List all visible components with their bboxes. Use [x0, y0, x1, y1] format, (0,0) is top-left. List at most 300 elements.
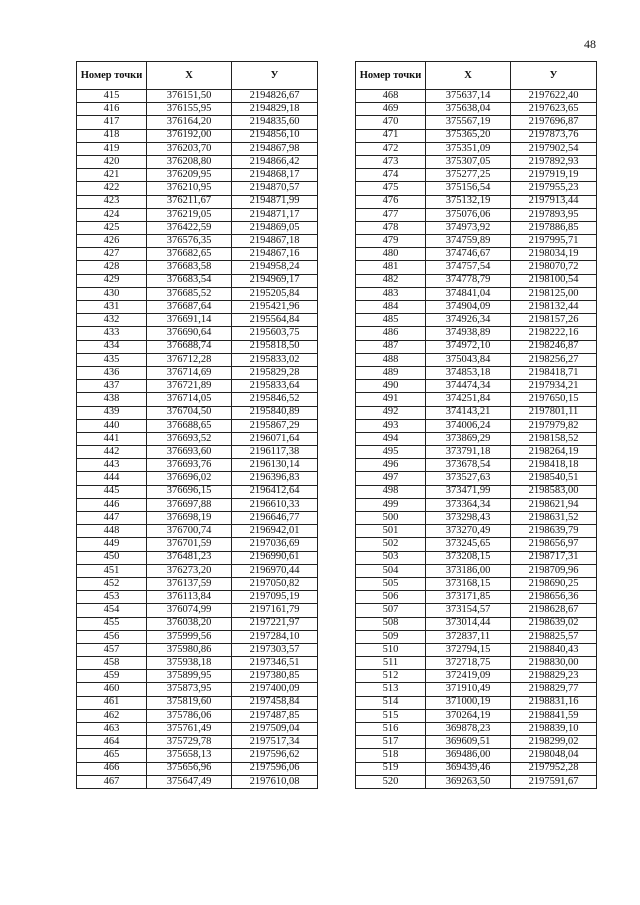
table-row [77, 287, 318, 300]
table-row [356, 604, 597, 617]
point-number-cell: 502 [356, 538, 426, 551]
point-number-header: Номер точки [356, 62, 426, 90]
table-row [356, 419, 597, 432]
y-cell: 2194826,67 [232, 90, 318, 103]
y-cell: 2194871,17 [232, 208, 318, 221]
x-cell: 376137,59 [147, 577, 232, 590]
point-number-cell: 428 [77, 261, 147, 274]
table-row [356, 749, 597, 762]
y-cell: 2198631,52 [511, 512, 597, 525]
y-cell: 2198100,54 [511, 274, 597, 287]
y-cell: 2194867,16 [232, 248, 318, 261]
y-header: У [511, 62, 597, 90]
point-number-cell: 514 [356, 696, 426, 709]
table-row [77, 393, 318, 406]
y-cell: 2197934,21 [511, 380, 597, 393]
point-number-cell: 433 [77, 327, 147, 340]
y-cell: 2197517,34 [232, 736, 318, 749]
point-number-cell: 496 [356, 459, 426, 472]
table-row [356, 287, 597, 300]
point-number-cell: 459 [77, 670, 147, 683]
table-row [356, 142, 597, 155]
y-cell: 2198540,51 [511, 472, 597, 485]
point-number-cell: 446 [77, 498, 147, 511]
point-number-cell: 470 [356, 116, 426, 129]
x-cell: 376688,74 [147, 340, 232, 353]
y-cell: 2197995,71 [511, 235, 597, 248]
table-row [77, 498, 318, 511]
point-number-cell: 504 [356, 564, 426, 577]
y-cell: 2198418,18 [511, 459, 597, 472]
y-cell: 2197095,19 [232, 591, 318, 604]
y-cell: 2195564,84 [232, 314, 318, 327]
point-number-cell: 445 [77, 485, 147, 498]
x-cell: 375761,49 [147, 723, 232, 736]
y-cell: 2198639,79 [511, 525, 597, 538]
point-number-cell: 484 [356, 301, 426, 314]
y-cell: 2198264,19 [511, 446, 597, 459]
table-row [77, 485, 318, 498]
x-cell: 375156,54 [426, 182, 511, 195]
point-number-cell: 415 [77, 90, 147, 103]
table-row [77, 261, 318, 274]
x-cell: 374757,54 [426, 261, 511, 274]
point-number-cell: 476 [356, 195, 426, 208]
x-cell: 375873,95 [147, 683, 232, 696]
x-cell: 373527,63 [426, 472, 511, 485]
point-number-cell: 468 [356, 90, 426, 103]
table-row [356, 235, 597, 248]
x-cell: 374841,04 [426, 287, 511, 300]
y-cell: 2196942,01 [232, 525, 318, 538]
y-cell: 2196396,83 [232, 472, 318, 485]
point-number-cell: 453 [77, 591, 147, 604]
y-cell: 2198256,27 [511, 353, 597, 366]
point-number-cell: 483 [356, 287, 426, 300]
y-cell: 2198709,96 [511, 564, 597, 577]
table-row [77, 419, 318, 432]
table-row [356, 248, 597, 261]
y-cell: 2197873,76 [511, 129, 597, 142]
y-cell: 2197610,08 [232, 775, 318, 788]
y-cell: 2194870,57 [232, 182, 318, 195]
y-cell: 2195840,89 [232, 406, 318, 419]
point-number-cell: 456 [77, 630, 147, 643]
y-cell: 2198048,04 [511, 749, 597, 762]
coordinates-table-right [355, 61, 597, 789]
table-row [356, 617, 597, 630]
y-cell: 2197801,11 [511, 406, 597, 419]
table-row [77, 235, 318, 248]
point-number-cell: 519 [356, 762, 426, 775]
y-cell: 2195603,75 [232, 327, 318, 340]
table-row [77, 221, 318, 234]
point-number-cell: 479 [356, 235, 426, 248]
table-row [356, 103, 597, 116]
y-cell: 2194866,42 [232, 155, 318, 168]
x-cell: 374474,34 [426, 380, 511, 393]
x-cell: 375351,09 [426, 142, 511, 155]
point-number-cell: 516 [356, 723, 426, 736]
point-number-cell: 490 [356, 380, 426, 393]
y-cell: 2195818,50 [232, 340, 318, 353]
y-cell: 2198628,67 [511, 604, 597, 617]
y-cell: 2194867,18 [232, 235, 318, 248]
table-row [356, 129, 597, 142]
x-cell: 375938,18 [147, 657, 232, 670]
table-row [77, 380, 318, 393]
point-number-cell: 438 [77, 393, 147, 406]
table-row [356, 591, 597, 604]
x-cell: 376690,64 [147, 327, 232, 340]
x-cell: 372794,15 [426, 643, 511, 656]
table-row [77, 182, 318, 195]
table-row [356, 221, 597, 234]
x-cell: 374972,10 [426, 340, 511, 353]
x-cell: 376208,80 [147, 155, 232, 168]
x-cell: 376038,20 [147, 617, 232, 630]
y-cell: 2198830,00 [511, 657, 597, 670]
table-row [77, 274, 318, 287]
point-number-cell: 487 [356, 340, 426, 353]
point-number-cell: 512 [356, 670, 426, 683]
y-cell: 2197509,04 [232, 723, 318, 736]
x-header: X [147, 62, 232, 90]
point-number-cell: 465 [77, 749, 147, 762]
point-number-cell: 451 [77, 564, 147, 577]
point-number-cell: 503 [356, 551, 426, 564]
point-number-cell: 510 [356, 643, 426, 656]
table-row [77, 630, 318, 643]
x-cell: 376698,19 [147, 512, 232, 525]
point-number-cell: 426 [77, 235, 147, 248]
x-cell: 376422,59 [147, 221, 232, 234]
table-row [356, 353, 597, 366]
y-cell: 2197050,82 [232, 577, 318, 590]
y-cell: 2197303,57 [232, 643, 318, 656]
y-cell: 2195205,84 [232, 287, 318, 300]
point-number-cell: 431 [77, 301, 147, 314]
y-cell: 2195829,28 [232, 366, 318, 379]
point-number-cell: 511 [356, 657, 426, 670]
x-cell: 374778,79 [426, 274, 511, 287]
point-number-cell: 424 [77, 208, 147, 221]
y-cell: 2198246,87 [511, 340, 597, 353]
table-row [77, 129, 318, 142]
y-cell: 2194958,24 [232, 261, 318, 274]
table-row [77, 90, 318, 103]
point-number-cell: 455 [77, 617, 147, 630]
x-cell: 375365,20 [426, 129, 511, 142]
y-cell: 2196646,77 [232, 512, 318, 525]
table-row [77, 564, 318, 577]
x-cell: 374926,34 [426, 314, 511, 327]
x-cell: 375786,06 [147, 709, 232, 722]
y-cell: 2197919,19 [511, 169, 597, 182]
x-cell: 375819,60 [147, 696, 232, 709]
x-cell: 373245,65 [426, 538, 511, 551]
table-row [356, 261, 597, 274]
x-cell: 374938,89 [426, 327, 511, 340]
table-row [77, 432, 318, 445]
y-cell: 2197221,97 [232, 617, 318, 630]
table-header-row [77, 62, 318, 90]
point-number-cell: 507 [356, 604, 426, 617]
x-cell: 369263,50 [426, 775, 511, 788]
x-cell: 375658,13 [147, 749, 232, 762]
x-cell: 375980,86 [147, 643, 232, 656]
x-cell: 376700,74 [147, 525, 232, 538]
table-row [356, 406, 597, 419]
x-cell: 376211,67 [147, 195, 232, 208]
x-cell: 376696,15 [147, 485, 232, 498]
y-cell: 2197596,62 [232, 749, 318, 762]
point-number-cell: 449 [77, 538, 147, 551]
x-cell: 376696,02 [147, 472, 232, 485]
y-cell: 2198825,57 [511, 630, 597, 643]
point-number-cell: 494 [356, 432, 426, 445]
table-row [77, 208, 318, 221]
point-number-cell: 505 [356, 577, 426, 590]
x-cell: 369439,46 [426, 762, 511, 775]
x-cell: 376704,50 [147, 406, 232, 419]
table-row [77, 657, 318, 670]
point-number-cell: 509 [356, 630, 426, 643]
table-row [77, 142, 318, 155]
table-row [356, 182, 597, 195]
table-row [77, 169, 318, 182]
table-row [356, 340, 597, 353]
table-row [77, 683, 318, 696]
table-row [77, 749, 318, 762]
point-number-cell: 458 [77, 657, 147, 670]
y-cell: 2198839,10 [511, 723, 597, 736]
point-number-cell: 460 [77, 683, 147, 696]
left-table-body [77, 90, 318, 789]
x-cell: 376693,60 [147, 446, 232, 459]
x-cell: 373791,18 [426, 446, 511, 459]
point-number-cell: 420 [77, 155, 147, 168]
x-cell: 375638,04 [426, 103, 511, 116]
x-cell: 376683,58 [147, 261, 232, 274]
x-cell: 373154,57 [426, 604, 511, 617]
right-table-body [356, 90, 597, 789]
table-row [77, 551, 318, 564]
table-row [356, 393, 597, 406]
table-row [77, 340, 318, 353]
point-number-cell: 457 [77, 643, 147, 656]
point-number-cell: 506 [356, 591, 426, 604]
y-cell: 2194871,99 [232, 195, 318, 208]
point-number-cell: 478 [356, 221, 426, 234]
x-cell: 373186,00 [426, 564, 511, 577]
x-cell: 369486,00 [426, 749, 511, 762]
y-cell: 2196412,64 [232, 485, 318, 498]
table-row [77, 538, 318, 551]
x-cell: 376693,52 [147, 432, 232, 445]
point-number-cell: 430 [77, 287, 147, 300]
x-cell: 376691,14 [147, 314, 232, 327]
y-cell: 2196610,33 [232, 498, 318, 511]
table-row [356, 775, 597, 788]
y-cell: 2198222,16 [511, 327, 597, 340]
x-cell: 371000,19 [426, 696, 511, 709]
point-number-cell: 440 [77, 419, 147, 432]
point-number-cell: 432 [77, 314, 147, 327]
y-cell: 2194869,05 [232, 221, 318, 234]
point-number-cell: 452 [77, 577, 147, 590]
x-cell: 372419,09 [426, 670, 511, 683]
point-number-cell: 480 [356, 248, 426, 261]
point-number-cell: 489 [356, 366, 426, 379]
table-row [356, 696, 597, 709]
point-number-cell: 474 [356, 169, 426, 182]
y-cell: 2198656,97 [511, 538, 597, 551]
y-cell: 2197886,85 [511, 221, 597, 234]
y-cell: 2198841,59 [511, 709, 597, 722]
x-cell: 373014,44 [426, 617, 511, 630]
table-row [356, 301, 597, 314]
y-cell: 2198299,02 [511, 736, 597, 749]
table-row [356, 538, 597, 551]
y-cell: 2198831,16 [511, 696, 597, 709]
table-row [356, 709, 597, 722]
point-number-cell: 469 [356, 103, 426, 116]
x-cell: 375307,05 [426, 155, 511, 168]
y-cell: 2197952,28 [511, 762, 597, 775]
y-cell: 2198583,00 [511, 485, 597, 498]
y-cell: 2197596,06 [232, 762, 318, 775]
y-cell: 2198621,94 [511, 498, 597, 511]
point-number-cell: 491 [356, 393, 426, 406]
y-cell: 2197913,44 [511, 195, 597, 208]
table-row [77, 604, 318, 617]
x-cell: 373270,49 [426, 525, 511, 538]
y-cell: 2198125,00 [511, 287, 597, 300]
point-number-cell: 471 [356, 129, 426, 142]
point-number-cell: 517 [356, 736, 426, 749]
x-cell: 369878,23 [426, 723, 511, 736]
y-cell: 2198717,31 [511, 551, 597, 564]
x-cell: 376682,65 [147, 248, 232, 261]
point-number-cell: 427 [77, 248, 147, 261]
point-number-cell: 421 [77, 169, 147, 182]
y-cell: 2194835,60 [232, 116, 318, 129]
point-number-cell: 462 [77, 709, 147, 722]
x-cell: 376693,76 [147, 459, 232, 472]
point-number-cell: 461 [77, 696, 147, 709]
table-row [356, 498, 597, 511]
y-cell: 2197650,15 [511, 393, 597, 406]
table-row [77, 353, 318, 366]
y-cell: 2198829,77 [511, 683, 597, 696]
point-number-cell: 518 [356, 749, 426, 762]
y-cell: 2197284,10 [232, 630, 318, 643]
table-row [77, 696, 318, 709]
y-cell: 2197346,51 [232, 657, 318, 670]
point-number-cell: 466 [77, 762, 147, 775]
y-cell: 2197979,82 [511, 419, 597, 432]
point-number-cell: 464 [77, 736, 147, 749]
y-cell: 2197036,69 [232, 538, 318, 551]
y-cell: 2194868,17 [232, 169, 318, 182]
y-cell: 2197622,40 [511, 90, 597, 103]
table-row [77, 512, 318, 525]
point-number-cell: 493 [356, 419, 426, 432]
y-cell: 2196990,61 [232, 551, 318, 564]
table-row [77, 366, 318, 379]
x-cell: 376721,89 [147, 380, 232, 393]
y-cell: 2198690,25 [511, 577, 597, 590]
table-row [356, 195, 597, 208]
x-cell: 375076,06 [426, 208, 511, 221]
y-cell: 2194969,17 [232, 274, 318, 287]
page-number: 48 [584, 37, 596, 51]
y-cell: 2198132,44 [511, 301, 597, 314]
point-number-cell: 447 [77, 512, 147, 525]
table-row [356, 512, 597, 525]
point-number-cell: 443 [77, 459, 147, 472]
y-cell: 2198418,71 [511, 366, 597, 379]
y-cell: 2197955,23 [511, 182, 597, 195]
table-row [77, 459, 318, 472]
point-number-cell: 495 [356, 446, 426, 459]
x-cell: 376688,65 [147, 419, 232, 432]
point-number-cell: 416 [77, 103, 147, 116]
table-row [356, 670, 597, 683]
x-cell: 373364,34 [426, 498, 511, 511]
point-number-cell: 422 [77, 182, 147, 195]
x-cell: 376192,00 [147, 129, 232, 142]
x-cell: 375567,19 [426, 116, 511, 129]
point-number-cell: 437 [77, 380, 147, 393]
y-cell: 2196970,44 [232, 564, 318, 577]
table-row [356, 274, 597, 287]
x-cell: 373208,15 [426, 551, 511, 564]
table-row [356, 366, 597, 379]
point-number-cell: 467 [77, 775, 147, 788]
point-number-cell: 520 [356, 775, 426, 788]
x-cell: 375637,14 [426, 90, 511, 103]
point-number-cell: 434 [77, 340, 147, 353]
x-cell: 373168,15 [426, 577, 511, 590]
table-row [77, 116, 318, 129]
table-row [77, 723, 318, 736]
table-row [356, 551, 597, 564]
table-row [356, 564, 597, 577]
point-number-cell: 501 [356, 525, 426, 538]
x-cell: 373678,54 [426, 459, 511, 472]
y-cell: 2195833,02 [232, 353, 318, 366]
y-cell: 2198639,02 [511, 617, 597, 630]
x-cell: 375647,49 [147, 775, 232, 788]
point-number-cell: 488 [356, 353, 426, 366]
y-cell: 2197591,67 [511, 775, 597, 788]
table-row [356, 116, 597, 129]
x-cell: 374251,84 [426, 393, 511, 406]
y-cell: 2195867,29 [232, 419, 318, 432]
y-cell: 2195846,52 [232, 393, 318, 406]
y-cell: 2198840,43 [511, 643, 597, 656]
x-cell: 373171,85 [426, 591, 511, 604]
x-cell: 375132,19 [426, 195, 511, 208]
y-cell: 2197696,87 [511, 116, 597, 129]
x-cell: 376714,69 [147, 366, 232, 379]
x-cell: 376210,95 [147, 182, 232, 195]
table-row [356, 380, 597, 393]
point-number-header: Номер точки [77, 62, 147, 90]
x-cell: 369609,51 [426, 736, 511, 749]
